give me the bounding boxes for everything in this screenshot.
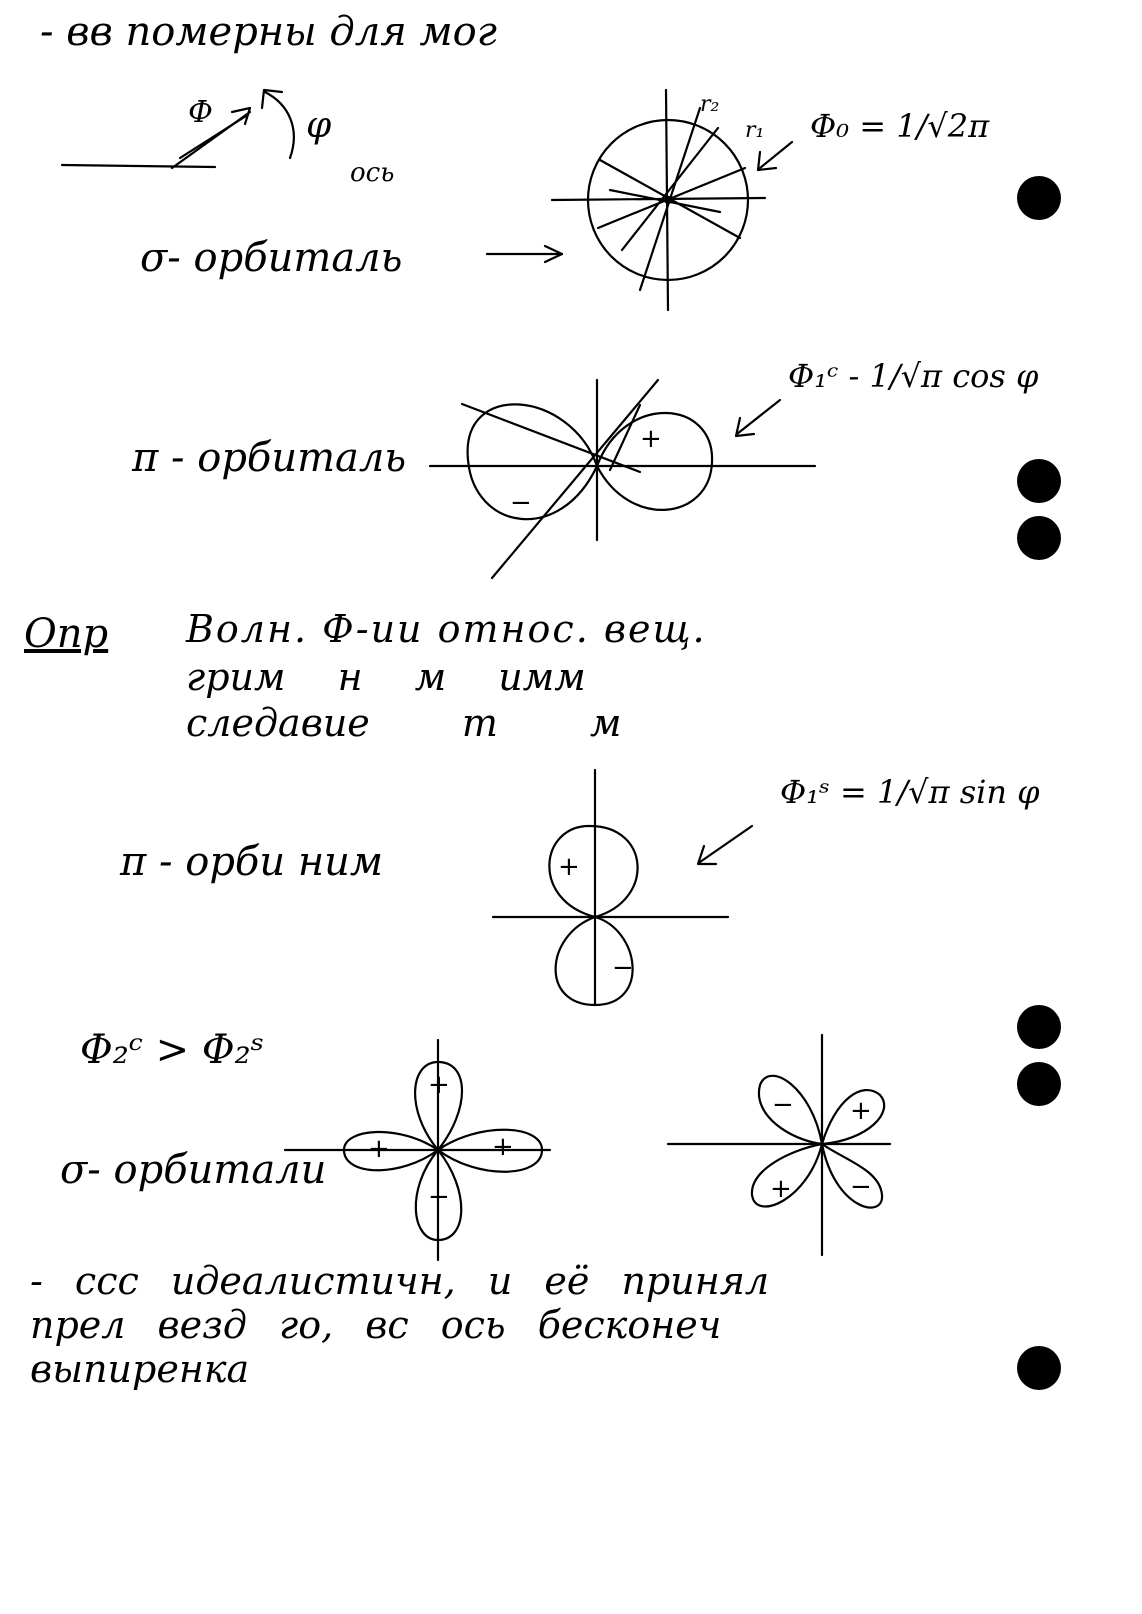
bottom-line-3: выпиренка — [30, 1347, 250, 1391]
pi-sin-plus-sign: + — [558, 852, 580, 882]
diagonal-bottom-right-minus-sign: − — [850, 1172, 872, 1202]
pi-cos-minus-sign: − — [510, 488, 532, 518]
diagonal-top-right-plus-sign: + — [850, 1096, 872, 1126]
axial-left-plus-sign: + — [368, 1134, 390, 1164]
angle-sketch — [62, 90, 294, 168]
punch-hole — [1017, 516, 1061, 560]
formula-phi2-compare: Φ₂ᶜ > Φ₂ˢ — [80, 1027, 265, 1073]
definition-line-1: Волн. Ф-ии относ. вещ. — [186, 607, 707, 651]
angle-label: φ — [306, 105, 332, 146]
axial-bottom-minus-sign: − — [428, 1182, 450, 1212]
formula-phi1-sin: Φ₁ˢ = 1/√π sin φ — [780, 773, 1040, 811]
sigma-circle-diagram — [552, 90, 792, 310]
r2-label: r₂ — [700, 92, 720, 117]
pi-orbital-label-1: π - орбиталь — [132, 435, 407, 481]
four-lobe-diagram-diagonal — [668, 1035, 890, 1255]
formula-phi1-cos: Φ₁ᶜ - 1/√π cos φ — [788, 357, 1039, 395]
punch-hole — [1017, 1346, 1061, 1390]
definition-line-2: грим н м имм — [186, 655, 586, 699]
r1-label: r₁ — [745, 118, 765, 143]
punch-hole — [1017, 1005, 1061, 1049]
formula-phi0: Φ₀ = 1/√2π — [810, 107, 990, 145]
axial-top-plus-sign: + — [428, 1070, 450, 1100]
heading-line: - вв померны для мог — [40, 9, 497, 55]
pi-cos-diagram — [430, 380, 815, 578]
diagonal-bottom-left-plus-sign: + — [770, 1174, 792, 1204]
sigma-orbital-label-1: σ- орбиталь — [140, 235, 403, 281]
pi-cos-plus-sign: + — [640, 424, 662, 454]
punch-hole — [1017, 176, 1061, 220]
sigma-arrow — [487, 246, 562, 262]
bottom-line-1: - ссс идеалистичн, и её принял — [30, 1259, 770, 1303]
punch-hole — [1017, 1062, 1061, 1106]
pi-sin-minus-sign: − — [612, 953, 634, 983]
pi-orbital-label-2: π - орби ним — [120, 839, 384, 885]
punch-hole — [1017, 459, 1061, 503]
diagonal-top-left-minus-sign: − — [772, 1090, 794, 1120]
axial-right-plus-sign: + — [492, 1132, 514, 1162]
sigma-orbital-label-2: σ- орбитали — [60, 1147, 327, 1193]
axis-label: ось — [350, 158, 395, 188]
bottom-line-2: прел везд го, вс ось бесконеч — [30, 1303, 722, 1347]
definition-line-3: следавие т м — [186, 701, 622, 745]
definition-mark: Опр — [24, 611, 109, 657]
phi-label: Ф — [188, 95, 213, 130]
